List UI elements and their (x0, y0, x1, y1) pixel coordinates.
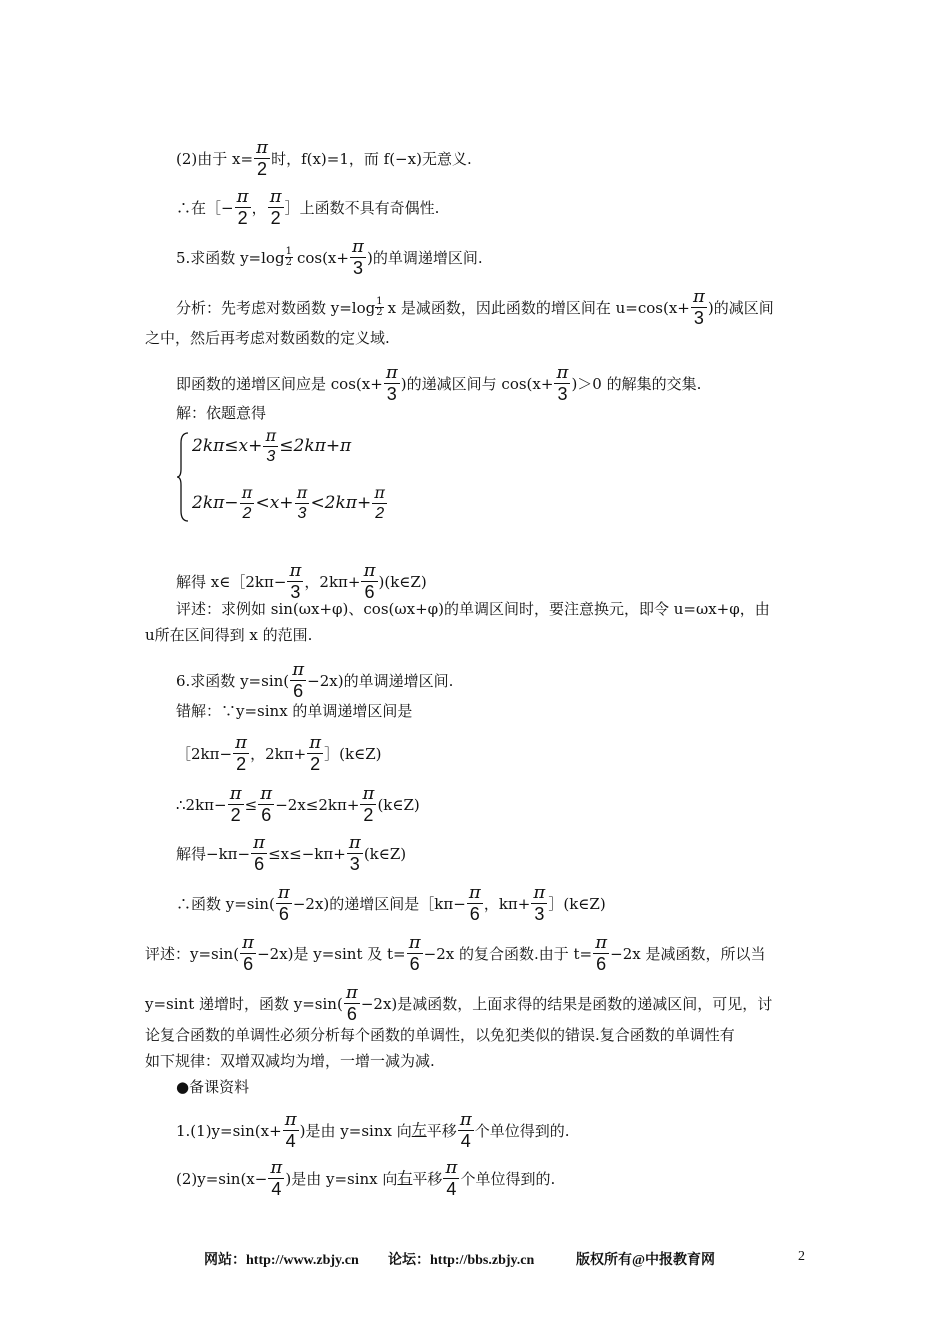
remark-6-line-3: 论复合函数的单调性必须分析每个函数的单调性，以免犯类似的错误.复合函数的单调性有 (145, 1026, 735, 1044)
fraction: $\frac{\pi}{2}$ (307, 733, 323, 774)
log-base-fraction: $\frac{1}{2}$ (285, 246, 292, 268)
fraction: $\frac{\pi}{3}$ (531, 883, 547, 924)
left-brace-icon (176, 431, 190, 523)
problem-5: 5.求函数 y=log $\frac{1}{2}$ cos(x+ $\frac{\pi}{3}$ )的单调递增区间. (176, 236, 483, 278)
fraction: $\frac{\pi}{4}$ (268, 1158, 284, 1199)
fraction: $\frac{\pi}{4}$ (283, 1110, 299, 1151)
fraction: $\frac{\pi}{6}$ (467, 883, 483, 924)
wrong-solution-heading: 错解：∵y=sinx 的单调递增区间是 (176, 702, 413, 720)
fraction: $\frac{\pi}{3}$ (691, 287, 707, 328)
wrong-solution-inequality: ∴2kπ− $\frac{\pi}{2}$ ≤ $\frac{\pi}{6}$ −2x≤2kπ+ $\frac{\pi}{2}$ (k∈Z) (176, 783, 420, 825)
fraction: $\frac{\pi}{2}$ (360, 784, 376, 825)
page-number: 2 (798, 1249, 805, 1264)
solution-result: 解得 x∈［2kπ− $\frac{\pi}{3}$ ，2kπ+ $\frac{\pi}{6}$ )(k∈Z) (176, 560, 427, 602)
problem-6: 6.求函数 y=sin( $\frac{\pi}{6}$ −2x)的单调递增区间. (176, 659, 454, 701)
analysis-line-1: 分析：先考虑对数函数 y=log $\frac{1}{2}$ x 是减函数，因此函数的增区间在 u=cos(x+ $\frac{\pi}{3}$ )的减区间 (176, 286, 774, 328)
fraction: $\frac{\pi}{6}$ (240, 933, 256, 974)
fraction: $\frac{\pi}{2}$ (372, 483, 387, 524)
wrong-solution-result: 解得−kπ− $\frac{\pi}{6}$ ≤x≤−kπ+ $\frac{\pi}{3}$ (k∈Z) (176, 832, 407, 874)
fraction: $\frac{\pi}{6}$ (593, 933, 609, 974)
inequality-1: 2kπ≤x+ $\frac{\pi}{3}$ ≤2kπ+π (192, 426, 352, 465)
fraction: $\frac{\pi}{2}$ (268, 187, 284, 228)
fraction: $\frac{\pi}{3}$ (287, 561, 303, 602)
fraction: $\frac{\pi}{2}$ (233, 733, 249, 774)
fraction: $\frac{\pi}{4}$ (458, 1110, 474, 1151)
fraction: $\frac{\pi}{2}$ (254, 138, 270, 179)
fraction: $\frac{\pi}{3}$ (347, 833, 363, 874)
footer-copyright: 版权所有@中报教育网 (576, 1253, 716, 1268)
line-parity-conclusion: ∴在［− $\frac{\pi}{2}$ ， $\frac{\pi}{2}$ ］上函数不具有奇偶性. (176, 186, 440, 228)
fraction: $\frac{\pi}{6}$ (344, 983, 360, 1024)
solution-heading: 解：依题意得 (176, 404, 267, 422)
fraction: $\frac{\pi}{6}$ (251, 833, 267, 874)
remark-6-line-1: 评述：y=sin( $\frac{\pi}{6}$ −2x)是 y=sint 及 t= $\frac{\pi}{6}$ −2x 的复合函数.由于 t= $\frac{\pi}{6}$ −2x 是减函数，所以当 (145, 932, 766, 974)
analysis-line-3: 即函数的递增区间应是 cos(x+ $\frac{\pi}{3}$ )的递减区间与 cos(x+ $\frac{\pi}{3}$ )＞0 的解集的交集. (176, 362, 702, 404)
wrong-solution-conclusion: ∴函数 y=sin( $\frac{\pi}{6}$ −2x)的递增区间是［kπ− $\frac{\pi}{6}$ ，kπ+ $\frac{\pi}{3}$ ］(k∈Z) (176, 882, 606, 924)
log-base-fraction: $\frac{1}{2}$ (376, 296, 383, 318)
wrong-solution-interval: ［2kπ− $\frac{\pi}{2}$ ，2kπ+ $\frac{\pi}{2}$ ］(k∈Z) (176, 732, 382, 774)
fraction: $\frac{\pi}{2}$ (235, 187, 251, 228)
direction-right: 右 (397, 1168, 413, 1187)
material-1-1: 1.(1)y=sin(x+ $\frac{\pi}{4}$ )是由 y=sinx 向左平移 $\frac{\pi}{4}$ 个单位得到的. (176, 1109, 570, 1151)
fraction: $\frac{\pi}{4}$ (443, 1158, 459, 1199)
analysis-line-2: 之中，然后再考虑对数函数的定义域. (145, 329, 390, 347)
direction-left: 左 (411, 1120, 427, 1139)
fraction: $\frac{\pi}{6}$ (258, 784, 274, 825)
footer-site-link[interactable]: 网站：http://www.zbjy.cn (204, 1253, 359, 1268)
fraction: $\frac{\pi}{6}$ (290, 660, 306, 701)
inequality-2: 2kπ− $\frac{\pi}{2}$ <x+ $\frac{\pi}{3}$ <2kπ+ $\frac{\pi}{2}$ (192, 483, 388, 524)
fraction: $\frac{\pi}{3}$ (554, 363, 570, 404)
fraction: $\frac{\pi}{3}$ (350, 237, 366, 278)
fraction: $\frac{\pi}{2}$ (228, 784, 244, 825)
fraction: $\frac{\pi}{6}$ (361, 561, 377, 602)
fraction: $\frac{\pi}{3}$ (295, 483, 310, 524)
fraction: $\frac{\pi}{6}$ (407, 933, 423, 974)
fraction: $\frac{\pi}{3}$ (384, 363, 400, 404)
material-1-2: (2)y=sin(x− $\frac{\pi}{4}$ )是由 y=sinx 向右平移 $\frac{\pi}{4}$ 个单位得到的. (176, 1157, 556, 1199)
fraction: $\frac{\pi}{2}$ (240, 483, 255, 524)
fraction: $\frac{\pi}{6}$ (276, 883, 292, 924)
footer-forum-link[interactable]: 论坛：http://bbs.zbjy.cn (388, 1253, 535, 1268)
remark-6-line-4: 如下规律：双增双减均为增，一增一减为减. (145, 1052, 435, 1070)
line-parity-2: (2)由于 x= $\frac{\pi}{2}$ 时，f(x)=1，而 f(−x)无意义. (176, 137, 472, 179)
fraction: $\frac{\pi}{3}$ (263, 426, 278, 467)
remark-line-1: 评述：求例如 sin(ωx+φ)、cos(ωx+φ)的单调区间时，要注意换元，即令 u=ωx+φ，由 (176, 600, 770, 618)
remark-line-2: u所在区间得到 x 的范围. (145, 626, 313, 644)
remark-6-line-2: y=sint 递增时，函数 y=sin( $\frac{\pi}{6}$ −2x)是减函数，上面求得的结果是函数的递减区间，可见，讨 (145, 982, 773, 1024)
section-heading-materials: ●备课资料 (176, 1078, 250, 1096)
